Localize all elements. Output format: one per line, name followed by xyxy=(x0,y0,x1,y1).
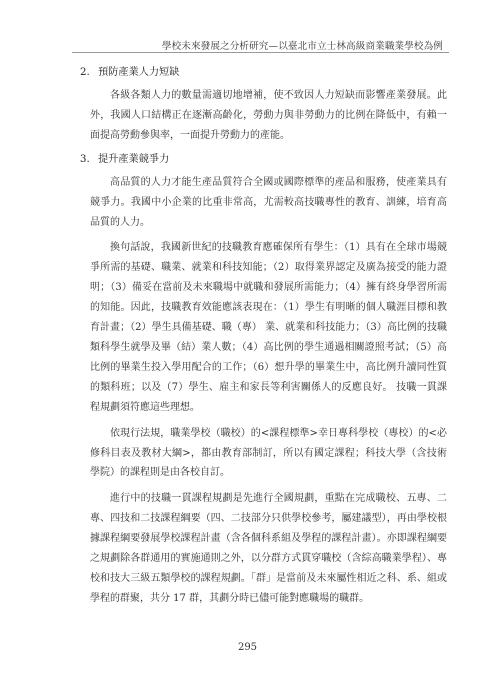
page-number: 295 xyxy=(237,642,258,653)
paragraph: 各級各類人力的數量需適切地增補，使不致因人力短缺而影響產業發展。此外，我國人口結構正在逐漸高齡化，勞動力與非勞動力的比例在降低中，有賴一面提高勞動參與率，一面提升勞動力的產能。 xyxy=(90,90,447,141)
paragraph: 依現行法規，職業學校（職校）的<課程標準>幸日專科學校（專校）的<必修科目表及教材大綱>，都由教育部制訂，所以有國定課程；科技大學（含技術學院）的課程則是由各校自訂。 xyxy=(90,427,447,479)
section-number: 3. xyxy=(80,153,90,165)
header-rule xyxy=(72,52,449,53)
body-content xyxy=(80,60,447,609)
section-number: 2. xyxy=(80,67,90,78)
section-title: 預防產業人力短缺 xyxy=(98,67,180,78)
paragraph: 進行中的技職一貫課程規劃是先進行全國規劃，重點在完成職校、五專、二專、四技和二技課程綱要（四、二技部分只供學校參考，屬建議型），再由學校根據課程綱要發展學校課程計畫（含各個科系組及學程的課程計畫）。亦即課程綱要之規劃除各群通用的實施通則之外，以分群方式貫穿職校（含綜高職業學程）、專校和技大三級五類學校的課程規劃。「群」是當前及未來屬性相近之科、系、組或學程的群聚，共分 17 群，其劃分時已儘可能對應職場的職群。 xyxy=(90,493,447,604)
paragraph: 高品質的人力才能生產品質符合全國或國際標準的產品和服務，使產業具有競爭力。我國中小企業的比重非常高，尤需較高技職專性的教育、訓練，培育高品質的人力。 xyxy=(90,176,447,228)
running-header: 學校未來發展之分析研究—以臺北市立士林高級商業職業學校為例 xyxy=(161,41,443,52)
section-heading xyxy=(80,151,447,169)
paragraph: 換句話說，我國新世紀的技職教育應確保所有學生：（1）具有在全球市場競爭所需的基礎、職業、就業和科技知能；（2）取得業界認定及廣為接受的能力證明；（3）備妥在當前及未來職場中就職和發展所需能力；（4）擁有終身學習所需的知能。因此，技職教育效能應該表現在：（1）學生有明晰的個人職涯目標和教育計畫；（2）學生具備基礎、職（專） 業、就業和科技能力；（3）高比例的技職類科學生就學及畢（結）業人數；（4）高比例的學生通過相關證照考試；（5）高比例的畢業生投入學用配合的工作；（6）想升學的畢業生中，高比例升讀同性質的類科班；以及（7）學生、雇主和家長等利害關係人的反應良好。 技職一貫課程規劃須符應這些理想。 xyxy=(90,242,447,413)
section-title: 提升產業競爭力 xyxy=(98,153,170,165)
section-heading xyxy=(80,64,447,82)
